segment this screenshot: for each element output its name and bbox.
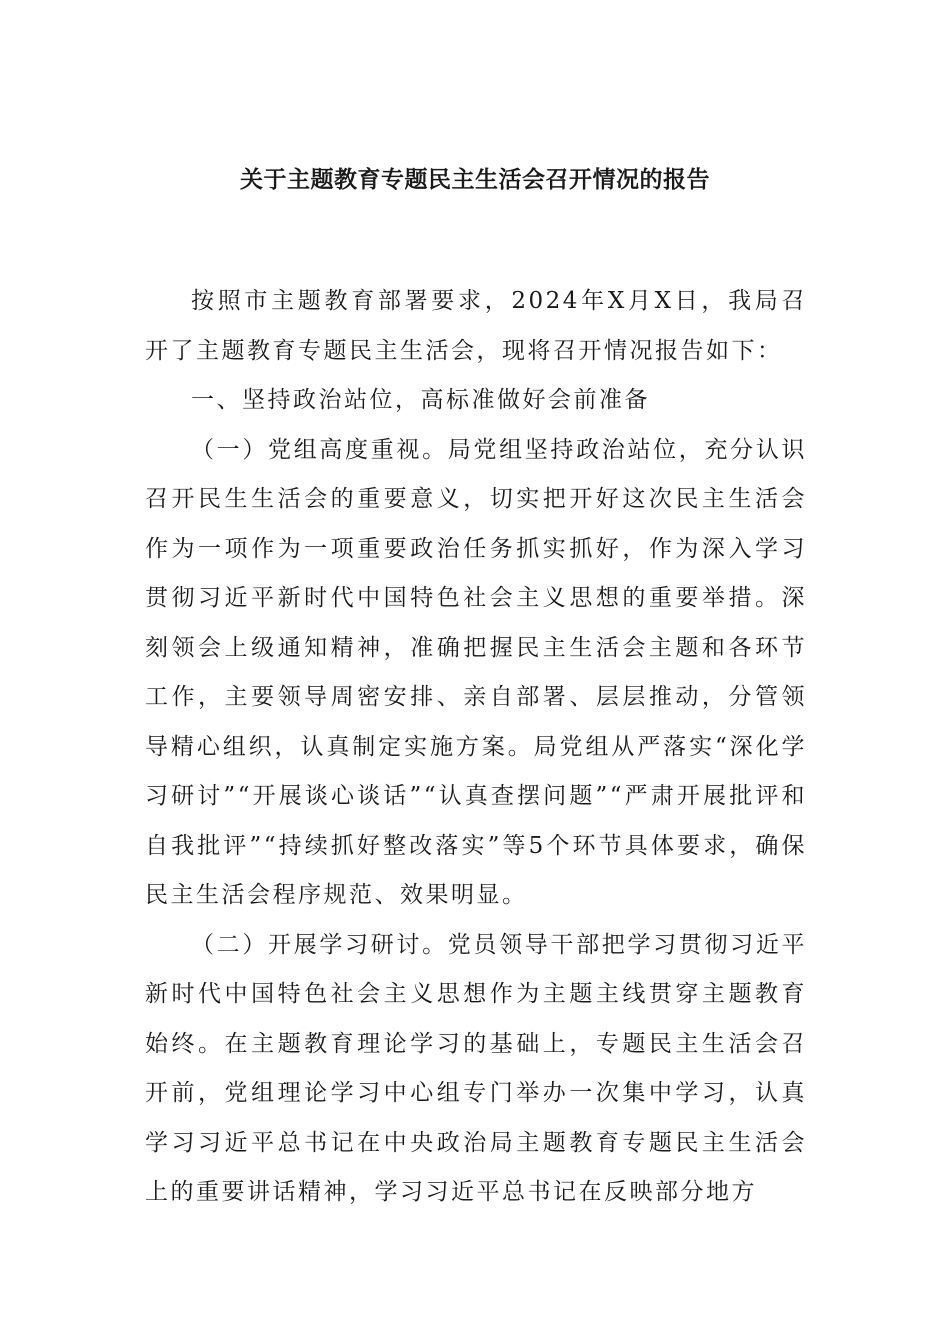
document-body: [145, 277, 807, 1218]
document-title: 关于主题教育专题民主生活会召开情况的报告: [240, 166, 710, 193]
section-heading-1: 一、坚持政治站位，高标准做好会前准备: [191, 387, 650, 413]
paragraph-subsection-1: （一）党组高度重视。局党组坚持政治站位，充分认识召开民生生活会的重要意义，切实把开好这次民主生活会作为一项作为一项重要政治任务抓实抓好，作为深入学习贯彻习近平新时代中国特色社会主义思想的重要举措。深刻领会上级通知精神，准确把握民主生活会主题和各环节工作，主要领导周密安排、亲自部署、层层推动，分管领导精心组织，认真制定实施方案。局党组从严落实“深化学习研讨”“开展谈心谈话”“认真查摆问题”“严肃开展批评和自我批评”“持续抓好整改落实”等5个环节具体要求，确保民主生活会程序规范、效果明显。: [145, 436, 807, 908]
paragraph-subsection-2: （二）开展学习研讨。党员领导干部把学习贯彻习近平新时代中国特色社会主义思想作为主题主线贯穿主题教育始终。在主题教育理论学习的基础上，专题民主生活会召开前，党组理论学习中心组专门举办一次集中学习，认真学习习近平总书记在中央政治局主题教育专题民主生活会上的重要讲话精神，学习习近平总书记在反映部分地方: [145, 931, 807, 1205]
paragraph-intro: 按照市主题教育部署要求，2024年X月X日，我局召开了主题教育专题民主生活会，现将召开情况报告如下：: [145, 288, 807, 364]
